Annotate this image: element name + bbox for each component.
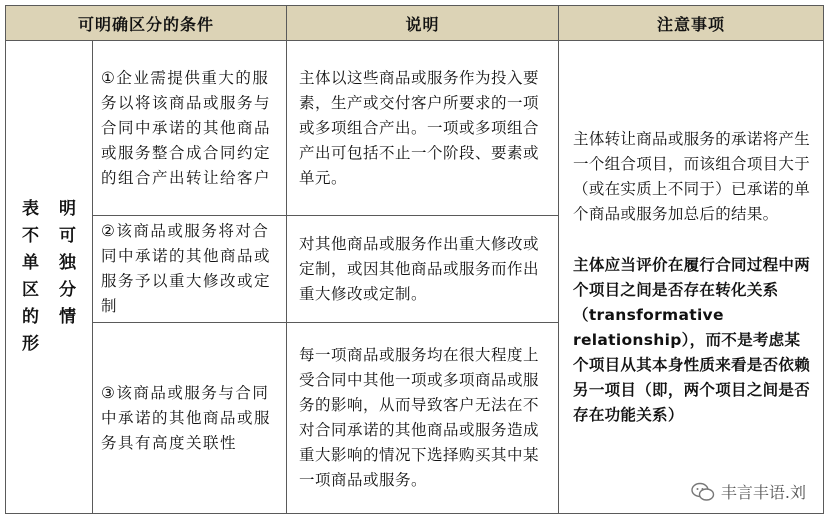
notes-cell	[559, 41, 824, 514]
wechat-icon	[691, 482, 715, 502]
condition-2: ②该商品或服务将对合同中承诺的其他商品或服务予以重大修改或定制	[93, 216, 287, 323]
conditions-table	[5, 5, 824, 514]
table-row	[6, 41, 824, 216]
watermark-text: 丰言丰语.刘	[720, 483, 806, 502]
header-conditions: 可明确区分的条件	[6, 6, 287, 41]
description-2: 对其他商品或服务作出重大修改或定制，或因其他商品或服务而作出重大修改或定制。	[287, 216, 559, 323]
condition-3: ③该商品或服务与合同中承诺的其他商品或服务具有高度关联性	[93, 323, 287, 514]
category-label-col2: 明 可 独 分 情	[59, 199, 76, 327]
description-3: 每一项商品或服务均在很大程度上受合同中其他一项或多项商品或服务的影响，从而导致客户无法在不对合同承诺的其他商品或服务造成重大影响的情况下选择购买其中某一项商品或服务。	[287, 323, 559, 514]
watermark	[691, 480, 806, 503]
note-paragraph-2: 主体应当评价在履行合同过程中两个项目之间是否存在转化关系（transformative relationship），而不是考虑某个项目从其本身性质来看是否依赖另一项目（即，两个项目之间是否存在功能关系）	[573, 255, 811, 424]
header-row	[6, 6, 824, 41]
description-1: 主体以这些商品或服务作为投入要素，生产或交付客户所要求的一项或多项组合产出。一项或多项组合产出可包括不止一个阶段、要素或单元。	[287, 41, 559, 216]
header-description: 说明	[287, 6, 559, 41]
note-paragraph-1: 主体转让商品或服务的承诺将产生一个组合项目，而该组合项目大于（或在实质上不同于）已承诺的单个商品或服务加总后的结果。	[573, 129, 811, 223]
category-label	[6, 41, 93, 514]
category-label-col1: 表 不 单 区 的 形	[22, 199, 39, 354]
header-notes: 注意事项	[559, 6, 824, 41]
condition-1: ①企业需提供重大的服务以将该商品或服务与合同中承诺的其他商品或服务整合成合同约定的组合产出转让给客户	[93, 41, 287, 216]
